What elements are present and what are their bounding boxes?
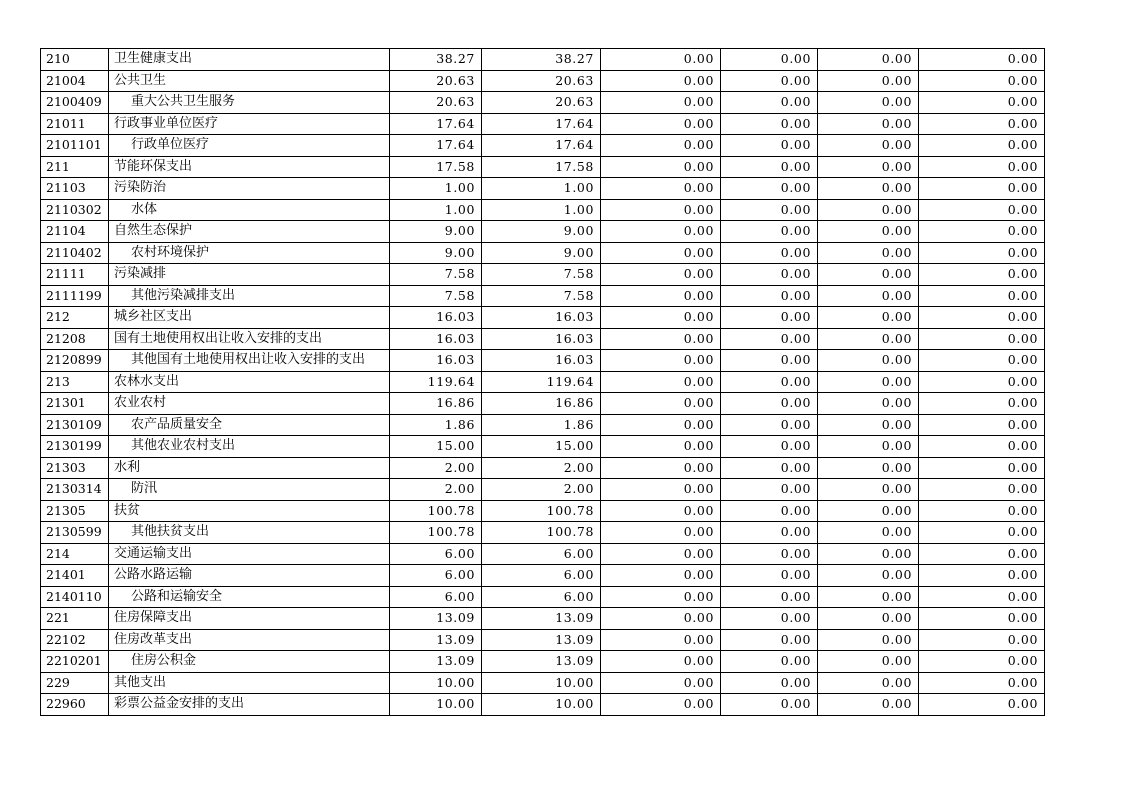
amount-cell: 7.58 (390, 264, 482, 286)
amount-cell: 0.00 (818, 350, 919, 372)
amount-cell: 0.00 (601, 371, 721, 393)
subject-code-cell: 214 (41, 543, 109, 565)
amount-cell: 0.00 (818, 522, 919, 544)
amount-cell: 0.00 (721, 522, 818, 544)
amount-cell: 0.00 (601, 328, 721, 350)
amount-cell: 10.00 (390, 694, 482, 716)
amount-cell: 0.00 (818, 70, 919, 92)
subject-name-cell: 农村环境保护 (109, 242, 390, 264)
table-row (41, 608, 1045, 630)
amount-cell: 10.00 (390, 672, 482, 694)
amount-cell: 0.00 (818, 156, 919, 178)
amount-cell: 100.78 (390, 500, 482, 522)
amount-cell: 0.00 (721, 543, 818, 565)
subject-name-cell: 污染防治 (109, 178, 390, 200)
subject-name-cell: 污染减排 (109, 264, 390, 286)
amount-cell: 0.00 (818, 92, 919, 114)
amount-cell: 7.58 (482, 285, 601, 307)
amount-cell: 17.64 (390, 135, 482, 157)
amount-cell: 0.00 (601, 414, 721, 436)
amount-cell: 0.00 (919, 156, 1045, 178)
subject-code-cell: 212 (41, 307, 109, 329)
table-row (41, 70, 1045, 92)
amount-cell: 0.00 (721, 328, 818, 350)
subject-name-cell: 其他国有土地使用权出让收入安排的支出 (109, 350, 390, 372)
amount-cell: 0.00 (919, 672, 1045, 694)
amount-cell: 17.64 (482, 113, 601, 135)
amount-cell: 38.27 (482, 49, 601, 71)
subject-name-cell: 公路水路运输 (109, 565, 390, 587)
subject-code-cell: 21104 (41, 221, 109, 243)
table-row (41, 221, 1045, 243)
amount-cell: 0.00 (721, 221, 818, 243)
amount-cell: 13.09 (482, 629, 601, 651)
subject-code-cell: 221 (41, 608, 109, 630)
amount-cell: 16.03 (390, 307, 482, 329)
amount-cell: 0.00 (721, 629, 818, 651)
amount-cell: 0.00 (721, 414, 818, 436)
amount-cell: 0.00 (818, 264, 919, 286)
amount-cell: 0.00 (818, 672, 919, 694)
subject-name-cell: 交通运输支出 (109, 543, 390, 565)
amount-cell: 0.00 (818, 694, 919, 716)
subject-code-cell: 2100409 (41, 92, 109, 114)
amount-cell: 0.00 (601, 500, 721, 522)
subject-code-cell: 2110402 (41, 242, 109, 264)
amount-cell: 0.00 (721, 436, 818, 458)
table-row (41, 629, 1045, 651)
amount-cell: 17.58 (390, 156, 482, 178)
subject-name-cell: 行政事业单位医疗 (109, 113, 390, 135)
subject-code-cell: 21011 (41, 113, 109, 135)
amount-cell: 1.00 (390, 178, 482, 200)
amount-cell: 1.86 (482, 414, 601, 436)
amount-cell: 16.03 (390, 350, 482, 372)
expenditure-table (40, 48, 1045, 716)
amount-cell: 0.00 (919, 135, 1045, 157)
table-row (41, 393, 1045, 415)
subject-code-cell: 21305 (41, 500, 109, 522)
amount-cell: 0.00 (601, 608, 721, 630)
amount-cell: 9.00 (390, 242, 482, 264)
amount-cell: 0.00 (818, 242, 919, 264)
table-row (41, 135, 1045, 157)
amount-cell: 0.00 (919, 651, 1045, 673)
amount-cell: 0.00 (919, 307, 1045, 329)
amount-cell: 13.09 (390, 629, 482, 651)
table-row (41, 199, 1045, 221)
amount-cell: 0.00 (601, 694, 721, 716)
amount-cell: 0.00 (818, 479, 919, 501)
amount-cell: 2.00 (390, 457, 482, 479)
subject-name-cell: 其他支出 (109, 672, 390, 694)
subject-code-cell: 2130599 (41, 522, 109, 544)
table-row (41, 586, 1045, 608)
amount-cell: 1.00 (482, 178, 601, 200)
amount-cell: 0.00 (919, 522, 1045, 544)
subject-code-cell: 21111 (41, 264, 109, 286)
subject-code-cell: 2140110 (41, 586, 109, 608)
amount-cell: 0.00 (818, 586, 919, 608)
amount-cell: 0.00 (818, 49, 919, 71)
amount-cell: 13.09 (482, 651, 601, 673)
table-row (41, 522, 1045, 544)
amount-cell: 0.00 (601, 199, 721, 221)
subject-code-cell: 22102 (41, 629, 109, 651)
amount-cell: 0.00 (721, 307, 818, 329)
amount-cell: 0.00 (818, 543, 919, 565)
amount-cell: 0.00 (818, 285, 919, 307)
amount-cell: 0.00 (919, 328, 1045, 350)
amount-cell: 2.00 (482, 479, 601, 501)
amount-cell: 0.00 (818, 307, 919, 329)
amount-cell: 0.00 (818, 135, 919, 157)
subject-name-cell: 卫生健康支出 (109, 49, 390, 71)
amount-cell: 0.00 (601, 479, 721, 501)
subject-name-cell: 公路和运输安全 (109, 586, 390, 608)
subject-code-cell: 21401 (41, 565, 109, 587)
amount-cell: 0.00 (919, 350, 1045, 372)
amount-cell: 0.00 (601, 135, 721, 157)
amount-cell: 2.00 (482, 457, 601, 479)
table-row (41, 242, 1045, 264)
amount-cell: 15.00 (482, 436, 601, 458)
amount-cell: 0.00 (919, 586, 1045, 608)
amount-cell: 0.00 (919, 113, 1045, 135)
subject-code-cell: 229 (41, 672, 109, 694)
amount-cell: 13.09 (390, 608, 482, 630)
amount-cell: 0.00 (919, 608, 1045, 630)
amount-cell: 0.00 (818, 629, 919, 651)
amount-cell: 0.00 (601, 285, 721, 307)
subject-code-cell: 21103 (41, 178, 109, 200)
amount-cell: 0.00 (601, 350, 721, 372)
amount-cell: 0.00 (721, 694, 818, 716)
amount-cell: 0.00 (601, 393, 721, 415)
amount-cell: 0.00 (601, 307, 721, 329)
amount-cell: 0.00 (818, 436, 919, 458)
subject-name-cell: 防汛 (109, 479, 390, 501)
amount-cell: 0.00 (919, 199, 1045, 221)
amount-cell: 0.00 (818, 608, 919, 630)
amount-cell: 0.00 (919, 436, 1045, 458)
amount-cell: 0.00 (818, 328, 919, 350)
amount-cell: 0.00 (721, 70, 818, 92)
subject-name-cell: 行政单位医疗 (109, 135, 390, 157)
amount-cell: 0.00 (721, 608, 818, 630)
amount-cell: 0.00 (919, 393, 1045, 415)
amount-cell: 0.00 (919, 565, 1045, 587)
amount-cell: 0.00 (721, 371, 818, 393)
amount-cell: 0.00 (721, 565, 818, 587)
table-row (41, 500, 1045, 522)
table-row (41, 414, 1045, 436)
amount-cell: 0.00 (601, 156, 721, 178)
amount-cell: 0.00 (721, 393, 818, 415)
amount-cell: 10.00 (482, 694, 601, 716)
amount-cell: 2.00 (390, 479, 482, 501)
amount-cell: 0.00 (601, 651, 721, 673)
amount-cell: 0.00 (721, 479, 818, 501)
table-row (41, 694, 1045, 716)
subject-name-cell: 其他农业农村支出 (109, 436, 390, 458)
amount-cell: 0.00 (601, 49, 721, 71)
amount-cell: 0.00 (818, 651, 919, 673)
subject-name-cell: 住房改革支出 (109, 629, 390, 651)
amount-cell: 100.78 (482, 500, 601, 522)
amount-cell: 6.00 (390, 565, 482, 587)
amount-cell: 0.00 (919, 178, 1045, 200)
amount-cell: 17.58 (482, 156, 601, 178)
subject-name-cell: 扶贫 (109, 500, 390, 522)
table-row (41, 350, 1045, 372)
table-row (41, 436, 1045, 458)
table-row (41, 264, 1045, 286)
table-row (41, 565, 1045, 587)
amount-cell: 0.00 (818, 393, 919, 415)
amount-cell: 13.09 (390, 651, 482, 673)
subject-code-cell: 21004 (41, 70, 109, 92)
amount-cell: 20.63 (482, 70, 601, 92)
amount-cell: 0.00 (919, 629, 1045, 651)
amount-cell: 0.00 (919, 500, 1045, 522)
amount-cell: 0.00 (919, 264, 1045, 286)
amount-cell: 0.00 (721, 178, 818, 200)
table-row (41, 371, 1045, 393)
amount-cell: 16.03 (482, 307, 601, 329)
amount-cell: 16.03 (390, 328, 482, 350)
amount-cell: 0.00 (818, 371, 919, 393)
amount-cell: 0.00 (721, 457, 818, 479)
subject-name-cell: 农业农村 (109, 393, 390, 415)
subject-code-cell: 2101101 (41, 135, 109, 157)
amount-cell: 0.00 (721, 49, 818, 71)
amount-cell: 0.00 (818, 457, 919, 479)
amount-cell: 6.00 (390, 543, 482, 565)
amount-cell: 119.64 (482, 371, 601, 393)
subject-code-cell: 210 (41, 49, 109, 71)
amount-cell: 20.63 (390, 70, 482, 92)
amount-cell: 1.00 (482, 199, 601, 221)
amount-cell: 17.64 (482, 135, 601, 157)
subject-code-cell: 213 (41, 371, 109, 393)
amount-cell: 0.00 (721, 672, 818, 694)
amount-cell: 17.64 (390, 113, 482, 135)
subject-name-cell: 彩票公益金安排的支出 (109, 694, 390, 716)
amount-cell: 0.00 (601, 522, 721, 544)
amount-cell: 0.00 (601, 178, 721, 200)
amount-cell: 0.00 (601, 586, 721, 608)
amount-cell: 0.00 (919, 285, 1045, 307)
amount-cell: 0.00 (919, 371, 1045, 393)
amount-cell: 0.00 (601, 543, 721, 565)
subject-name-cell: 自然生态保护 (109, 221, 390, 243)
amount-cell: 7.58 (482, 264, 601, 286)
amount-cell: 0.00 (818, 565, 919, 587)
subject-name-cell: 水利 (109, 457, 390, 479)
amount-cell: 0.00 (721, 92, 818, 114)
amount-cell: 6.00 (482, 565, 601, 587)
amount-cell: 0.00 (919, 479, 1045, 501)
amount-cell: 9.00 (482, 221, 601, 243)
subject-code-cell: 2130314 (41, 479, 109, 501)
amount-cell: 0.00 (721, 651, 818, 673)
subject-name-cell: 城乡社区支出 (109, 307, 390, 329)
amount-cell: 0.00 (818, 414, 919, 436)
budget-table-sheet (40, 48, 1045, 716)
amount-cell: 0.00 (601, 457, 721, 479)
subject-name-cell: 其他扶贫支出 (109, 522, 390, 544)
amount-cell: 0.00 (721, 135, 818, 157)
table-row (41, 328, 1045, 350)
table-row (41, 178, 1045, 200)
subject-name-cell: 节能环保支出 (109, 156, 390, 178)
amount-cell: 0.00 (721, 156, 818, 178)
amount-cell: 9.00 (390, 221, 482, 243)
amount-cell: 0.00 (818, 199, 919, 221)
table-row (41, 651, 1045, 673)
subject-name-cell: 住房保障支出 (109, 608, 390, 630)
table-row (41, 285, 1045, 307)
amount-cell: 0.00 (601, 242, 721, 264)
amount-cell: 0.00 (818, 113, 919, 135)
subject-name-cell: 重大公共卫生服务 (109, 92, 390, 114)
amount-cell: 0.00 (919, 92, 1045, 114)
subject-code-cell: 2110302 (41, 199, 109, 221)
table-row (41, 479, 1045, 501)
amount-cell: 1.86 (390, 414, 482, 436)
amount-cell: 6.00 (390, 586, 482, 608)
subject-code-cell: 22960 (41, 694, 109, 716)
amount-cell: 6.00 (482, 586, 601, 608)
subject-code-cell: 2130199 (41, 436, 109, 458)
amount-cell: 0.00 (601, 436, 721, 458)
amount-cell: 16.86 (390, 393, 482, 415)
amount-cell: 0.00 (721, 113, 818, 135)
amount-cell: 0.00 (601, 113, 721, 135)
amount-cell: 16.03 (482, 328, 601, 350)
table-body (41, 49, 1045, 716)
amount-cell: 0.00 (601, 629, 721, 651)
amount-cell: 0.00 (721, 350, 818, 372)
subject-name-cell: 农产品质量安全 (109, 414, 390, 436)
amount-cell: 0.00 (601, 672, 721, 694)
amount-cell: 6.00 (482, 543, 601, 565)
amount-cell: 38.27 (390, 49, 482, 71)
subject-name-cell: 其他污染减排支出 (109, 285, 390, 307)
amount-cell: 0.00 (721, 199, 818, 221)
amount-cell: 0.00 (721, 586, 818, 608)
subject-name-cell: 住房公积金 (109, 651, 390, 673)
amount-cell: 0.00 (818, 221, 919, 243)
subject-code-cell: 21208 (41, 328, 109, 350)
table-row (41, 307, 1045, 329)
amount-cell: 0.00 (601, 70, 721, 92)
subject-name-cell: 农林水支出 (109, 371, 390, 393)
amount-cell: 0.00 (919, 49, 1045, 71)
amount-cell: 20.63 (390, 92, 482, 114)
amount-cell: 0.00 (601, 221, 721, 243)
subject-code-cell: 211 (41, 156, 109, 178)
amount-cell: 100.78 (482, 522, 601, 544)
amount-cell: 100.78 (390, 522, 482, 544)
table-row (41, 92, 1045, 114)
amount-cell: 119.64 (390, 371, 482, 393)
table-row (41, 672, 1045, 694)
subject-code-cell: 2111199 (41, 285, 109, 307)
amount-cell: 0.00 (601, 264, 721, 286)
subject-name-cell: 公共卫生 (109, 70, 390, 92)
table-row (41, 49, 1045, 71)
amount-cell: 0.00 (919, 694, 1045, 716)
table-row (41, 156, 1045, 178)
subject-code-cell: 2120899 (41, 350, 109, 372)
subject-name-cell: 水体 (109, 199, 390, 221)
amount-cell: 0.00 (721, 242, 818, 264)
table-row (41, 113, 1045, 135)
amount-cell: 0.00 (721, 500, 818, 522)
amount-cell: 0.00 (919, 457, 1045, 479)
amount-cell: 0.00 (919, 543, 1045, 565)
subject-name-cell: 国有土地使用权出让收入安排的支出 (109, 328, 390, 350)
amount-cell: 16.03 (482, 350, 601, 372)
subject-code-cell: 2210201 (41, 651, 109, 673)
amount-cell: 16.86 (482, 393, 601, 415)
subject-code-cell: 2130109 (41, 414, 109, 436)
amount-cell: 0.00 (721, 285, 818, 307)
amount-cell: 10.00 (482, 672, 601, 694)
table-row (41, 457, 1045, 479)
amount-cell: 0.00 (601, 565, 721, 587)
amount-cell: 0.00 (601, 92, 721, 114)
amount-cell: 9.00 (482, 242, 601, 264)
amount-cell: 1.00 (390, 199, 482, 221)
amount-cell: 20.63 (482, 92, 601, 114)
amount-cell: 0.00 (721, 264, 818, 286)
amount-cell: 0.00 (919, 221, 1045, 243)
subject-code-cell: 21303 (41, 457, 109, 479)
amount-cell: 0.00 (818, 500, 919, 522)
amount-cell: 13.09 (482, 608, 601, 630)
amount-cell: 7.58 (390, 285, 482, 307)
amount-cell: 0.00 (919, 70, 1045, 92)
amount-cell: 15.00 (390, 436, 482, 458)
subject-code-cell: 21301 (41, 393, 109, 415)
amount-cell: 0.00 (919, 414, 1045, 436)
amount-cell: 0.00 (919, 242, 1045, 264)
table-row (41, 543, 1045, 565)
amount-cell: 0.00 (818, 178, 919, 200)
